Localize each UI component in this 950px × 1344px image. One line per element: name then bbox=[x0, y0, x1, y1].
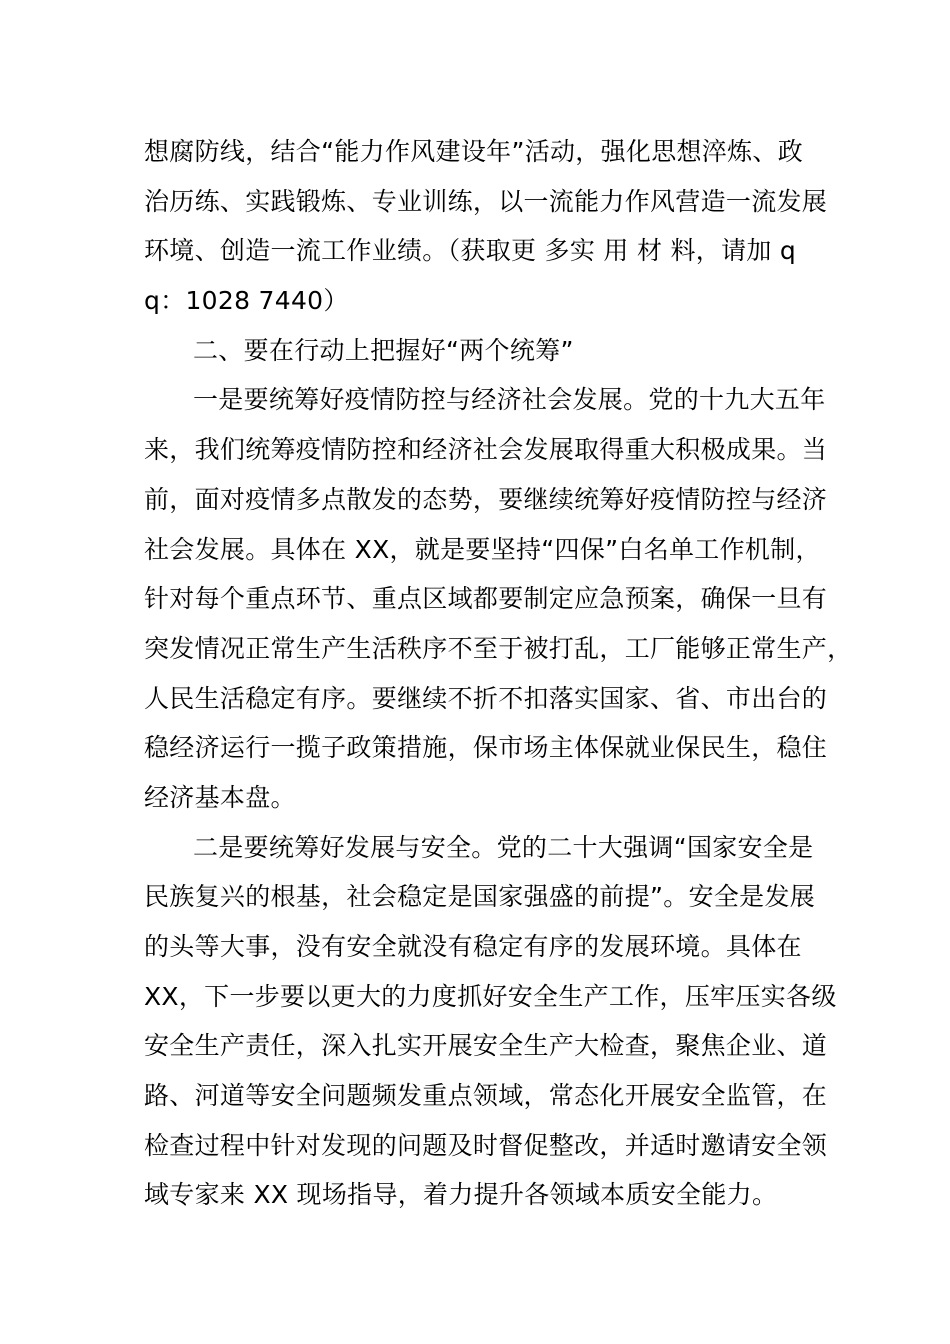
text-line: 想腐防线，结合“能力作风建设年”活动，强化思想淬炼、政 bbox=[144, 137, 804, 166]
text-line: 检查过程中针对发现的问题及时督促整改，并适时邀请安全领 bbox=[144, 1130, 828, 1160]
text-line: 稳经济运行一揽子政策措施，保市场主体保就业保民生，稳住 bbox=[144, 733, 828, 763]
text-line: 路、河道等安全问题频发重点领域，常态化开展安全监管，在 bbox=[144, 1081, 828, 1111]
section-heading: 二、要在行动上把握好“两个统筹” bbox=[193, 335, 574, 365]
text-line: 经济基本盘。 bbox=[144, 782, 296, 812]
text-line: 人民生活稳定有序。要继续不折不扣落实国家、省、市出台的 bbox=[144, 683, 828, 713]
text-line: 一是要统筹好疫情防控与经济社会发展。党的十九大五年 bbox=[193, 385, 826, 415]
text-line: 来，我们统筹疫情防控和经济社会发展取得重大积极成果。当 bbox=[144, 435, 828, 465]
text-line: 治历练、实践锻炼、专业训练，以一流能力作风营造一流发展 bbox=[144, 186, 828, 216]
text-line: 环境、创造一流工作业绩。（获取更 多实 用 材 料，请加 q bbox=[144, 236, 797, 266]
text-line: 二是要统筹好发展与安全。党的二十大强调“国家安全是 bbox=[193, 832, 814, 862]
text-line: 民族复兴的根基，社会稳定是国家强盛的前提”。安全是发展 bbox=[144, 882, 816, 912]
text-line: 前，面对疫情多点散发的态势，要继续统筹好疫情防控与经济 bbox=[144, 484, 828, 514]
text-line: 安全生产责任，深入扎实开展安全生产大检查，聚焦企业、道 bbox=[144, 1031, 828, 1061]
text-line: 域专家来 XX 现场指导，着力提升各领域本质安全能力。 bbox=[144, 1180, 778, 1210]
text-line: 突发情况正常生产生活秩序不至于被打乱，工厂能够正常生产， bbox=[144, 633, 853, 663]
text-line: XX，下一步要以更大的力度抓好安全生产工作，压牢压实各级 bbox=[144, 981, 837, 1011]
text-line: q：1028 7440） bbox=[144, 286, 349, 316]
text-line: 针对每个重点环节、重点区域都要制定应急预案，确保一旦有 bbox=[144, 584, 828, 614]
text-line: 的头等大事，没有安全就没有稳定有序的发展环境。具体在 bbox=[144, 932, 802, 961]
text-line: 社会发展。具体在 XX，就是要坚持“四保”白名单工作机制， bbox=[144, 534, 821, 564]
document-body bbox=[144, 127, 853, 1220]
